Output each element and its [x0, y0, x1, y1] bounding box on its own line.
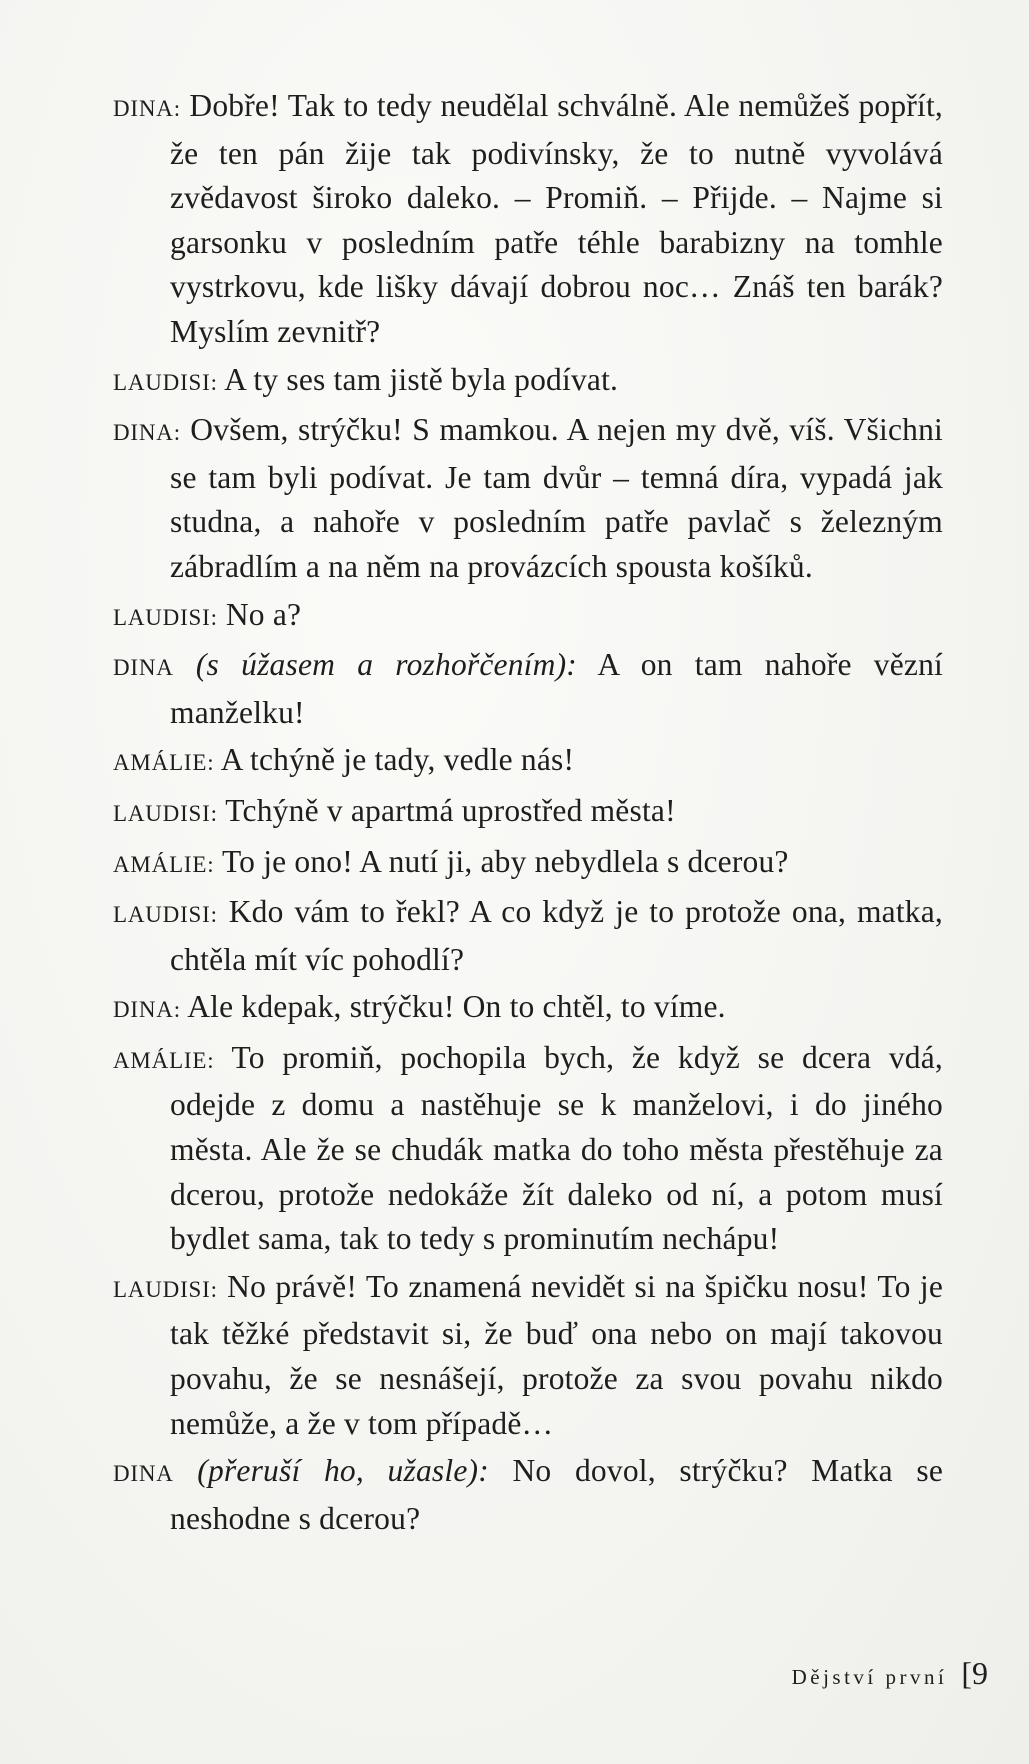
line-text: To promiň, pochopila bych, že když se dcera vdá, odejde z domu a nastěhuje se k manželovi, i do jiného města. Ale že se chudák matka do toho města přestěhuje za dcerou, protože nedokáže žít daleko od ní, a potom musí bydlet sama, tak to tedy s prominutím nechápu!: [170, 1039, 943, 1257]
dialogue-line: [113, 84, 943, 355]
speaker-name: DINA:: [113, 420, 181, 446]
dialogue-line: [113, 1265, 943, 1446]
dialogue-line: [113, 890, 943, 982]
speaker-name: DINA:: [113, 96, 181, 121]
speaker-name: DINA: [113, 655, 174, 681]
dialogue-line: [113, 1449, 943, 1541]
dialogue-line: [113, 789, 943, 837]
stage-direction: (s úžasem a rozhořčením):: [195, 647, 577, 683]
speaker-name: LAUDISI:: [113, 604, 218, 630]
line-text: Ale kdepak, strýčku! On to chtěl, to víme.: [187, 989, 726, 1025]
speaker-name: AMÁLIE:: [113, 1047, 215, 1073]
dialogue-line: [113, 840, 943, 888]
line-text: No dovol, strýčku? Matka se neshodne s dcerou?: [170, 1453, 943, 1536]
dialogue-text: [113, 84, 943, 1544]
line-text: Dobře! Tak to tedy neudělal schválně. Ale nemůžeš popřít, že ten pán žije tak podivínsky, že to nutně vyvolává zvědavost široko daleko. – Promiň. – Přijde. – Najme si garsonku v posledním patře téhle barabizny na tomhle vystrkovu, kde lišky dávají dobrou noc… Znáš ten barák? Myslím zevnitř?: [170, 88, 943, 349]
dialogue-line: [113, 408, 943, 589]
line-text: Kdo vám to řekl? A co když je to protože ona, matka, chtěla mít víc pohodlí?: [170, 894, 943, 977]
speaker-name: LAUDISI:: [113, 800, 218, 826]
speaker-name: AMÁLIE:: [113, 851, 215, 877]
running-head: Dějství první: [791, 1665, 948, 1689]
dialogue-line: [113, 1036, 943, 1262]
line-text: No právě! To znamená nevidět si na špičku nosu! To je tak těžké představit si, že buď ona nebo on mají takovou povahu, že se nesnášejí, protože za svou povahu nikdo nemůže, a že v tom případě…: [170, 1268, 944, 1441]
speaker-name: AMÁLIE:: [113, 750, 215, 776]
line-text: A on tam nahoře vězní manželku!: [170, 647, 943, 730]
dialogue-line: [113, 593, 943, 641]
page-footer: [792, 1655, 988, 1692]
speaker-name: LAUDISI:: [113, 902, 218, 928]
line-text: Tchýně v apartmá uprostřed města!: [225, 792, 676, 828]
speaker-name: DINA:: [113, 997, 181, 1023]
speaker-name: DINA: [113, 1461, 174, 1487]
line-text: No a?: [225, 596, 302, 632]
page-number: [9: [961, 1655, 988, 1691]
dialogue-line: [113, 643, 943, 735]
stage-direction: (přeruší ho, užasle):: [197, 1453, 489, 1489]
speaker-name: LAUDISI:: [113, 369, 218, 395]
line-text: A ty ses tam jistě byla podívat.: [224, 361, 619, 397]
line-text: To je ono! A nutí ji, aby nebydlela s dcerou?: [221, 843, 789, 879]
dialogue-line: [113, 358, 943, 406]
line-text: A tchýně je tady, vedle nás!: [220, 742, 575, 778]
speaker-name: LAUDISI:: [113, 1276, 218, 1302]
dialogue-line: [113, 985, 943, 1033]
dialogue-line: [113, 738, 943, 786]
line-text: Ovšem, strýčku! S mamkou. A nejen my dvě, víš. Všichni se tam byli podívat. Je tam dvůr – temná díra, vypadá jak studna, a nahoře v posledním patře pavlač s železným zábradlím a na něm na provázcích spousta košíků.: [170, 412, 943, 584]
